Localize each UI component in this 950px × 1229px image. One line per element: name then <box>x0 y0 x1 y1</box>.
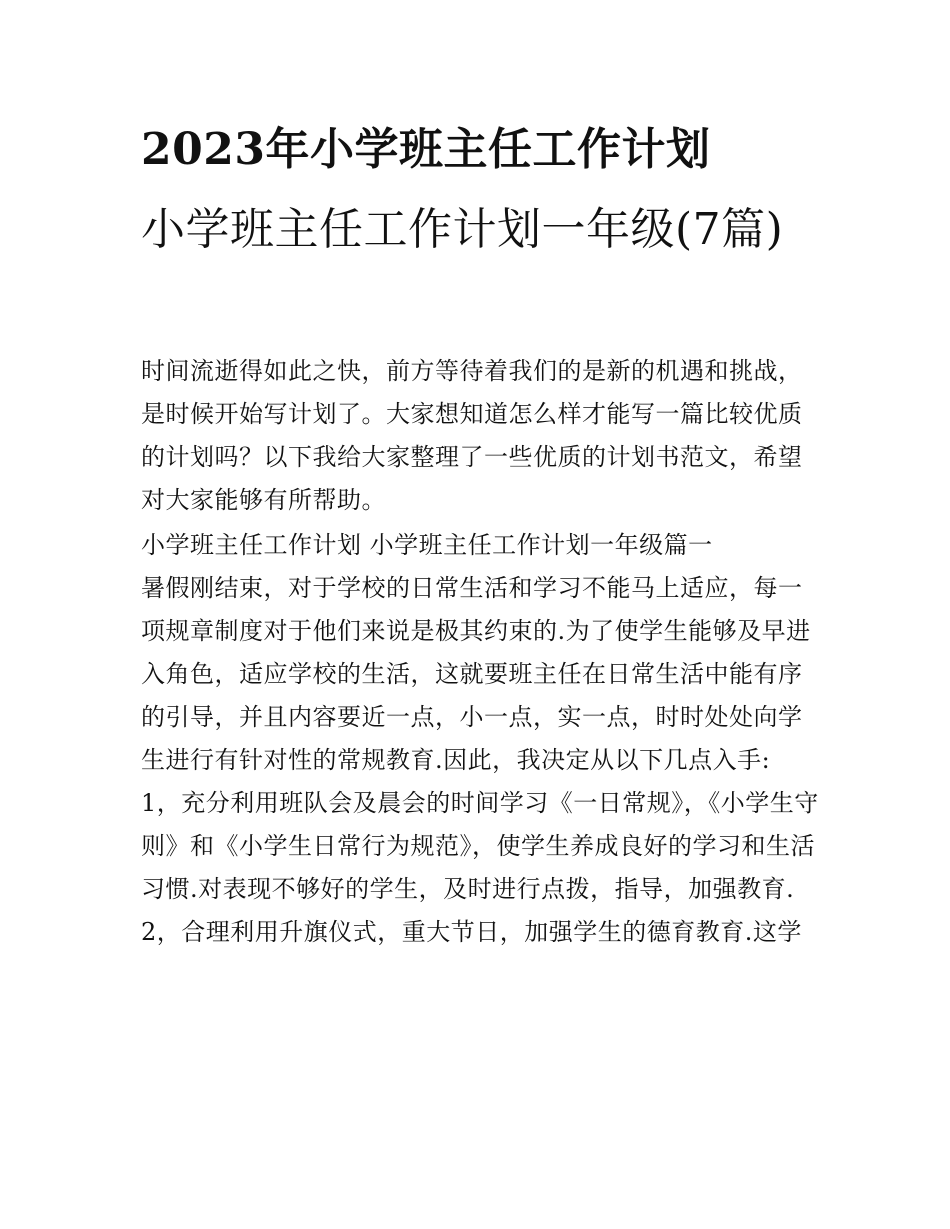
body-paragraph: 暑假刚结束，对于学校的日常生活和学习不能马上适应，每一项规章制度对于他们来说是极其约束的.为了使学生能够及早进入角色，适应学校的生活，这就要班主任在日常生活中能有序的引导，并且内容要近一点，小一点，实一点，时时处处向学生进行有针对性的常规教育.因此，我决定从以下几点入手: <box>141 574 811 774</box>
document-page <box>141 118 821 954</box>
document-title <box>141 118 821 324</box>
document-body <box>141 350 821 954</box>
list-item-1: 1，充分利用班队会及晨会的时间学习《一日常规》，《小学生守则》和《小学生日常行为规范》，使学生养成良好的学习和生活习惯.对表现不够好的学生，及时进行点拨，指导，加强教育. <box>141 789 819 903</box>
section-heading: 小学班主任工作计划 小学班主任工作计划一年级篇一 <box>141 531 713 559</box>
title-line-main: 2023年小学班主任工作计划 <box>141 124 711 175</box>
title-line-sub: 小学班主任工作计划一年级(7篇) <box>141 204 784 255</box>
list-item-2: 2，合理利用升旗仪式，重大节日，加强学生的德育教育.这学 <box>141 918 802 946</box>
intro-paragraph: 时间流逝得如此之快，前方等待着我们的是新的机遇和挑战，是时候开始写计划了。大家想知道怎么样才能写一篇比较优质的计划吗？以下我给大家整理了一些优质的计划书范文，希望对大家能够有所帮助。 <box>141 357 803 514</box>
